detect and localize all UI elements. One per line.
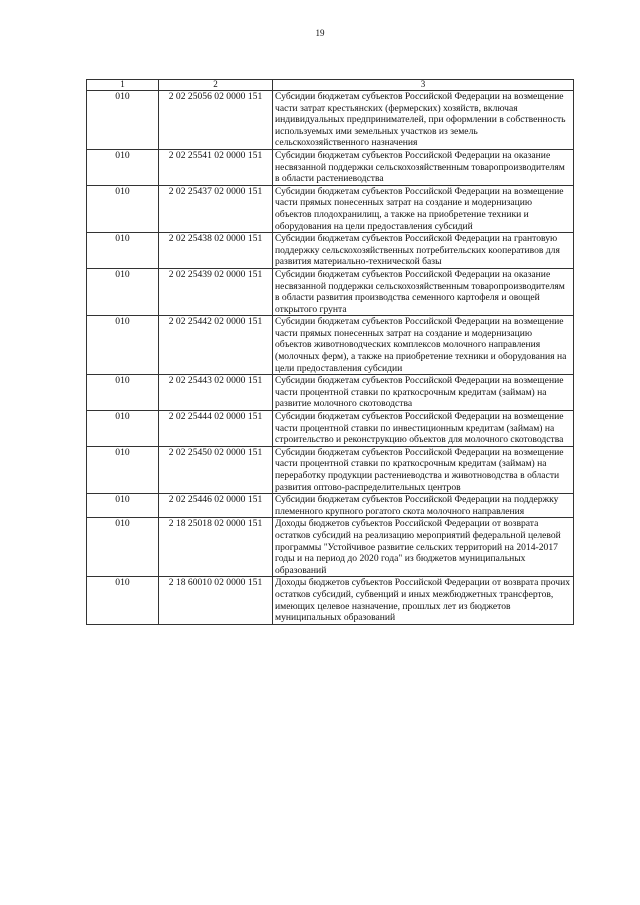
budget-classification-code: 2 02 25439 02 0000 151 xyxy=(159,268,273,315)
table-row xyxy=(87,91,574,150)
budget-classification-code: 2 02 25437 02 0000 151 xyxy=(159,185,273,232)
income-description: Доходы бюджетов субъектов Российской Федерации от возврата прочих остатков субсидий, субвенций и иных межбюджетных трансфертов, имеющих целевое назначение, прошлых лет из бюджетов муниципальных образований xyxy=(273,577,574,624)
table-row xyxy=(87,446,574,493)
income-description: Субсидии бюджетам субъектов Российской Федерации на поддержку племенного крупного рогатого скота молочного направления xyxy=(273,494,574,518)
income-description: Субсидии бюджетам субъектов Российской Федерации на возмещение части процентной ставки по инвестиционным кредитам (займам) на строительство и реконструкцию объектов для молочного скотоводства xyxy=(273,411,574,447)
administrator-code: 010 xyxy=(87,518,159,577)
income-description: Субсидии бюджетам субъектов Российской Федерации на возмещение части прямых понесенных затрат на создание и модернизацию объектов животноводческих комплексов молочного направления (молочных ферм), а также на приобретение техники и оборудования на цели предоставления субсидии xyxy=(273,316,574,375)
budget-classification-code: 2 18 25018 02 0000 151 xyxy=(159,518,273,577)
administrator-code: 010 xyxy=(87,91,159,150)
income-description: Субсидии бюджетам субъектов Российской Федерации на грантовую поддержку сельскохозяйственных потребительских кооперативов для развития материально-технической базы xyxy=(273,233,574,269)
table-row xyxy=(87,149,574,185)
administrator-code: 010 xyxy=(87,494,159,518)
administrator-code: 010 xyxy=(87,233,159,269)
table-row xyxy=(87,375,574,411)
table-row xyxy=(87,518,574,577)
table-row xyxy=(87,316,574,375)
administrator-code: 010 xyxy=(87,149,159,185)
budget-classification-code: 2 02 25541 02 0000 151 xyxy=(159,149,273,185)
budget-classification-code: 2 02 25438 02 0000 151 xyxy=(159,233,273,269)
budget-classification-code: 2 02 25443 02 0000 151 xyxy=(159,375,273,411)
table-header-row xyxy=(87,80,574,91)
table-row xyxy=(87,411,574,447)
administrator-code: 010 xyxy=(87,446,159,493)
income-description: Субсидии бюджетам субъектов Российской Федерации на возмещение части процентной ставки по краткосрочным кредитам (займам) на развитие молочного скотоводства xyxy=(273,375,574,411)
budget-classification-code: 2 02 25446 02 0000 151 xyxy=(159,494,273,518)
administrator-code: 010 xyxy=(87,185,159,232)
budget-classification-code: 2 02 25450 02 0000 151 xyxy=(159,446,273,493)
administrator-code: 010 xyxy=(87,375,159,411)
budget-classification-table xyxy=(86,79,574,625)
budget-classification-code: 2 02 25442 02 0000 151 xyxy=(159,316,273,375)
table-row xyxy=(87,233,574,269)
column-header-1: 1 xyxy=(87,80,159,91)
table-row xyxy=(87,268,574,315)
income-description: Субсидии бюджетам субъектов Российской Федерации на возмещение части затрат крестьянских (фермерских) хозяйств, включая индивидуальных предпринимателей, при оформлении в собственность используемых ими земельных участков из земель сельскохозяйственного назначения xyxy=(273,91,574,150)
column-header-2: 2 xyxy=(159,80,273,91)
administrator-code: 010 xyxy=(87,411,159,447)
income-description: Субсидии бюджетам субъектов Российской Федерации на возмещение части прямых понесенных затрат на создание и модернизацию объектов плодохранилищ, а также на приобретение техники и оборудования на цели предоставления субсидий xyxy=(273,185,574,232)
page-number: 19 xyxy=(315,28,325,38)
table-row xyxy=(87,185,574,232)
table-row xyxy=(87,577,574,624)
income-description: Доходы бюджетов субъектов Российской Федерации от возврата остатков субсидий на реализацию мероприятий федеральной целевой программы "Устойчивое развитие сельских территорий на 2014-2017 годы и на период до 2020 года" из бюджетов муниципальных образований xyxy=(273,518,574,577)
administrator-code: 010 xyxy=(87,316,159,375)
income-description: Субсидии бюджетам субъектов Российской Федерации на оказание несвязанной поддержки сельскохозяйственным товаропроизводителям в области растениеводства xyxy=(273,149,574,185)
income-description: Субсидии бюджетам субъектов Российской Федерации на возмещение части процентной ставки по краткосрочным кредитам (займам) на переработку продукции растениеводства и животноводства в области развития оптово-распределительных центров xyxy=(273,446,574,493)
administrator-code: 010 xyxy=(87,268,159,315)
budget-classification-code: 2 02 25444 02 0000 151 xyxy=(159,411,273,447)
income-description: Субсидии бюджетам субъектов Российской Федерации на оказание несвязанной поддержки сельскохозяйственным товаропроизводителям в области развития производства семенного картофеля и овощей открытого грунта xyxy=(273,268,574,315)
administrator-code: 010 xyxy=(87,577,159,624)
budget-classification-code: 2 18 60010 02 0000 151 xyxy=(159,577,273,624)
table-row xyxy=(87,494,574,518)
budget-classification-code: 2 02 25056 02 0000 151 xyxy=(159,91,273,150)
column-header-3: 3 xyxy=(273,80,574,91)
